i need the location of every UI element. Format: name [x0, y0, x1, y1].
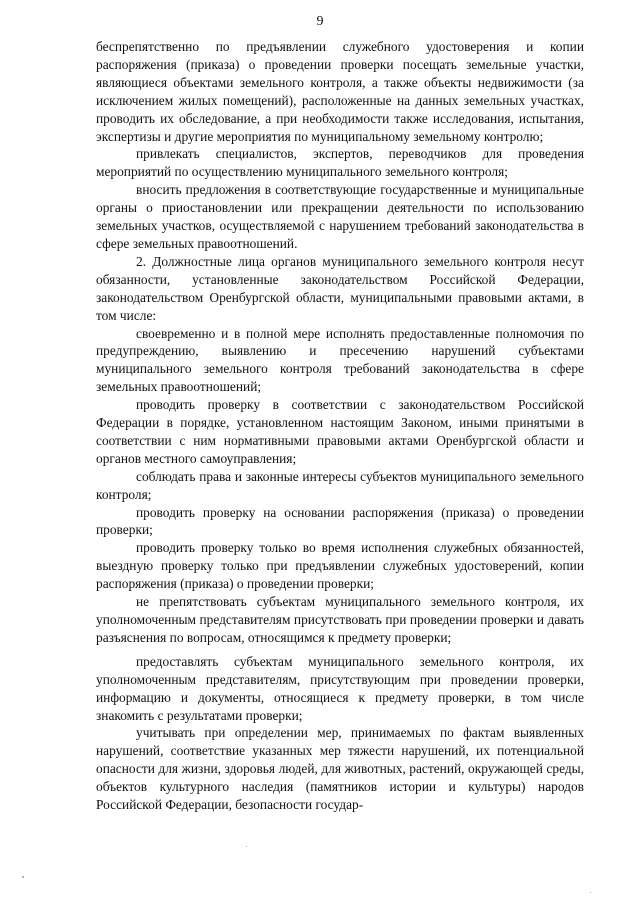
page-number: 9 [316, 14, 324, 29]
paragraph-inspection-order: проводить проверку на основании распоряжения (приказа) о проведении проверки; [96, 504, 584, 538]
paragraph-involve-specialists: привлекать специалистов, экспертов, переводчиков для проведения мероприятий по осуществлению муниципального земельного контроля; [96, 146, 584, 180]
paragraph-respect-rights: соблюдать права и законные интересы субъектов муниципального земельного контроля; [96, 468, 584, 502]
paragraph-duties-intro: 2. Должностные лица органов муниципального земельного контроля несут обязанности, установленные законодательством Российской Федерации, законодательством Оренбургской области, муниципальными правовыми актами, в том числе: [96, 253, 584, 323]
scan-speck [246, 846, 247, 847]
scan-speck [590, 892, 591, 893]
paragraph-submit-proposals: вносить предложения в соответствующие государственные и муниципальные органы о приостановлении или прекращении деятельности по использованию земельных участков, осуществляемой с нарушением требований законодательства в сфере земельных правоотношений. [96, 182, 584, 251]
scan-speck [22, 876, 24, 878]
paragraph-provide-information: предоставлять субъектам муниципального земельного контроля, их уполномоченным представителям, присутствующим при проведении проверки, информацию и документы, относящиеся к предмету проверки, в том числе знакомить с результатами проверки; [96, 653, 584, 723]
document-body [96, 38, 584, 814]
paragraph-working-hours: проводить проверку только во время исполнения служебных обязанностей, выездную проверку только при предъявлении служебных удостоверений, копии распоряжения (приказа) о проведении проверки; [96, 540, 584, 592]
paragraph-inspection-access: беспрепятственно по предъявлении служебного удостоверения и копии распоряжения (приказа) о проведении проверки посещать земельные участки, являющиеся объектами земельного контроля, а также объекты недвижимости (за исключением жилых помещений), расположенные на данных земельных участках, проводить их обследование, а при необходимости также исследования, испытания, экспертизы и другие мероприятия по муниципальному земельному контролю; [96, 39, 584, 144]
paragraph-conduct-inspection: проводить проверку в соответствии с законодательством Российской Федерации в порядке, установленном настоящим Законом, иными принятыми в соответствии с ним нормативными правовыми актами Оренбургской области и органов местного самоуправления; [96, 397, 584, 466]
paragraph-proportionate-measures: учитывать при определении мер, принимаемых по фактам выявленных нарушений, соответствие указанных мер тяжести нарушений, их потенциальной опасности для жизни, здоровья людей, для животных, растений, окружающей среды, объектов культурного наследия (памятников истории и культуры) народов Российской Федерации, безопасности государ- [96, 725, 584, 813]
paragraph-exercise-powers: своевременно и в полной мере исполнять предоставленные полномочия по предупреждению, выявлению и пресечению нарушений субъектами муниципального земельного контроля требований законодательства в сфере земельных правоотношений; [96, 325, 584, 395]
paragraph-allow-presence: не препятствовать субъектам муниципального земельного контроля, их уполномоченным представителям присутствовать при проведении проверки и давать разъяснения по вопросам, относящимся к предмету проверки; [96, 594, 584, 645]
